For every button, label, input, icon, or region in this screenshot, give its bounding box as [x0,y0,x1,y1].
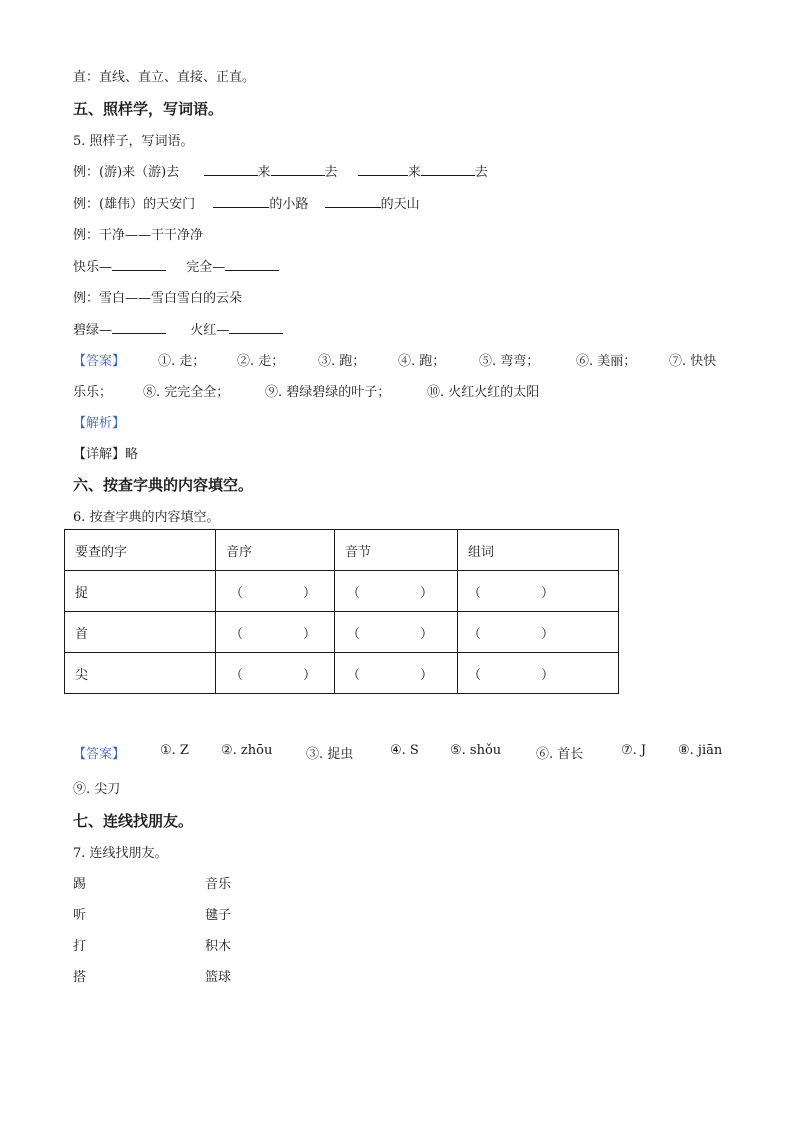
answer-item: ③. 跑； [318,354,366,369]
paren-close: ） [420,626,434,642]
blank[interactable] [358,163,408,176]
blank[interactable] [204,163,258,176]
blank[interactable] [112,321,166,334]
blank[interactable] [421,163,475,176]
answer-item: ⑨. 碧绿碧绿的叶子； [265,385,391,400]
mountain-text: 的天山 [380,197,420,212]
fill-cell[interactable] [335,612,458,653]
section5-question: 5. 照样子，写词语。 [73,134,194,149]
answer-item: ②. 走； [237,354,285,369]
table-header-row [65,530,619,571]
match-left-item[interactable]: 打 [73,939,87,954]
match-right-item[interactable]: 音乐 [205,877,232,892]
table-row [65,612,619,653]
paren-close: ） [541,667,555,683]
example-row1-label: 例：(游)来（游)去 [73,165,180,180]
paren-open: （ [347,585,361,601]
blank[interactable] [112,258,166,271]
answer-tag: 【答案】 [73,747,126,762]
qu-text: 去 [474,165,488,180]
dictionary-table [64,529,619,694]
blank[interactable] [325,195,381,208]
table-header: 音序 [216,530,335,571]
paren-close: ） [303,585,317,601]
match-right-item[interactable]: 毽子 [205,908,232,923]
exercise-row6 [73,319,283,338]
match-right-item[interactable]: 积木 [205,939,232,954]
blank[interactable] [213,195,269,208]
exercise-b: 火红— [190,323,230,338]
answer-item: ②. zhōu [221,743,273,758]
answer-item: ④. S [390,743,419,758]
exercise-row4 [73,256,279,275]
answer-item: ⑦. 快快 [669,354,717,369]
section6-heading: 六、按查字典的内容填空。 [73,476,254,494]
paren-open: （ [230,585,244,601]
section7-heading: 七、连线找朋友。 [73,812,194,830]
section7-question: 7. 连线找朋友。 [73,846,168,861]
fill-cell[interactable] [216,612,335,653]
fill-cell[interactable] [458,612,619,653]
table-header: 组词 [458,530,619,571]
example-row2 [73,193,420,212]
exercise-b: 完全— [186,260,226,275]
answer-item: ⑤. shǒu [450,743,502,758]
match-left-item[interactable]: 听 [73,908,87,923]
table-char: 捉 [65,571,216,612]
paren-close: ） [541,585,555,601]
section5-heading: 五、照样学，写词语。 [73,100,224,118]
table-row [65,653,619,694]
table-header: 音节 [335,530,458,571]
section6-question: 6. 按查字典的内容填空。 [73,510,220,525]
answer-item: ①. Z [160,743,189,758]
table-header: 要查的字 [65,530,216,571]
fill-cell[interactable] [216,653,335,694]
answer-tag: 【答案】 [73,354,126,369]
paren-open: （ [468,626,482,642]
answer-item: ③. 捉虫 [306,747,354,762]
paren-close: ） [541,626,555,642]
paren-open: （ [347,626,361,642]
answer-item: ④. 跑； [398,354,446,369]
answer-item: ⑥. 美丽； [576,354,637,369]
paren-close: ） [420,585,434,601]
table-row [65,571,619,612]
answer-item: ①. 走； [158,354,206,369]
exercise-a: 快乐— [73,260,113,275]
paren-close: ） [303,667,317,683]
match-left-item[interactable]: 搭 [73,970,87,985]
answer-item: ⑧. 完完全全； [143,385,230,400]
answer-item: ⑩. 火红火红的太阳 [427,385,540,400]
answer-item: ⑦. J [621,743,647,758]
table-char: 首 [65,612,216,653]
answer-item: 乐乐； [73,385,113,400]
paren-close: ） [303,626,317,642]
answer-item: ⑨. 尖刀 [73,782,121,797]
road-text: 的小路 [269,197,309,212]
fill-cell[interactable] [335,653,458,694]
qu-text: 去 [324,165,338,180]
paren-open: （ [468,667,482,683]
answer-item: ⑤. 弯弯； [479,354,540,369]
analysis-tag: 【解析】 [73,416,126,431]
paren-open: （ [230,667,244,683]
fill-cell[interactable] [458,653,619,694]
blank[interactable] [229,321,283,334]
table-char: 尖 [65,653,216,694]
answer-item: ⑧. jiān [678,743,723,758]
lai-text: 来 [257,165,271,180]
blank[interactable] [225,258,279,271]
top-line: 直：直线、直立、直接、正直。 [73,70,256,85]
match-right-item[interactable]: 篮球 [205,970,232,985]
match-left-item[interactable]: 踢 [73,877,87,892]
paren-open: （ [230,626,244,642]
example-row3: 例：干净——干干净净 [73,228,204,243]
example-row1 [73,161,488,180]
fill-cell[interactable] [216,571,335,612]
fill-cell[interactable] [335,571,458,612]
paren-open: （ [468,585,482,601]
exercise-a: 碧绿— [73,323,113,338]
detail-text: 【详解】略 [73,447,139,462]
example-row5: 例：雪白——雪白雪白的云朵 [73,291,243,306]
blank[interactable] [271,163,325,176]
lai-text: 来 [407,165,421,180]
paren-close: ） [420,667,434,683]
fill-cell[interactable] [458,571,619,612]
example-row2-label: 例：(雄伟）的天安门 [73,197,196,212]
paren-open: （ [347,667,361,683]
answer-item: ⑥. 首长 [536,747,584,762]
